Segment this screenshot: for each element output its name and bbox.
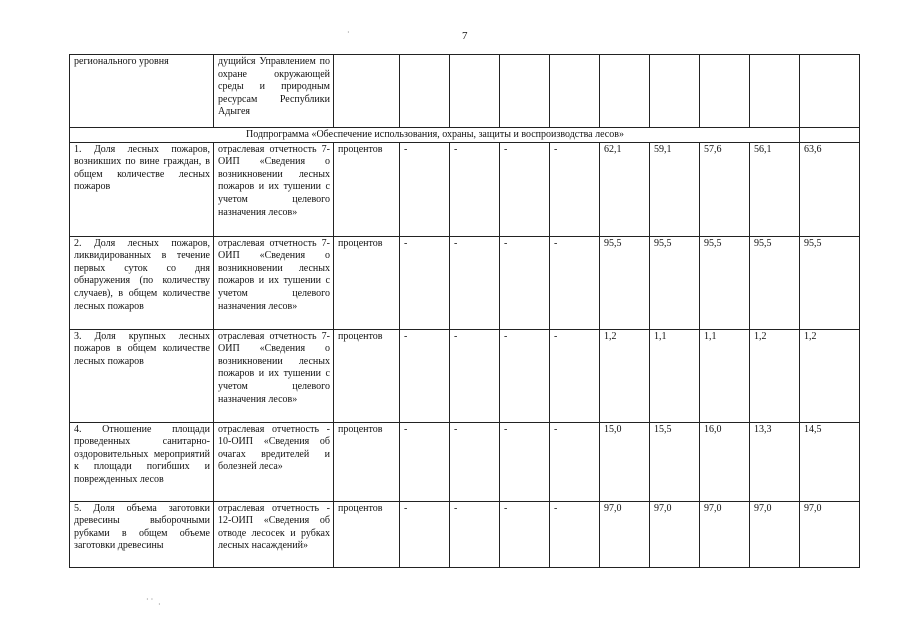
table-row <box>70 55 860 128</box>
source-cell: отраслевая отчетность 7-ОИП «Сведения о возникновении лесных пожаров и их тушении с учетом целевого назначения лесов» <box>214 329 334 422</box>
subprogram-row <box>70 128 860 143</box>
value-cell: - <box>550 501 600 567</box>
value-cell: - <box>400 329 450 422</box>
value-cell: - <box>450 422 500 501</box>
table-row <box>70 236 860 329</box>
value-cell: 97,0 <box>700 501 750 567</box>
scan-speck: · <box>347 28 350 37</box>
source-cell: дущийся Управлением по охране окружающей среды и природным ресурсам Республики Адыгея <box>214 55 334 128</box>
value-cell <box>600 55 650 128</box>
value-cell: - <box>400 236 450 329</box>
value-cell: 1,1 <box>650 329 700 422</box>
value-cell: 95,5 <box>800 236 860 329</box>
value-cell: 1,2 <box>600 329 650 422</box>
source-cell: отраслевая отчетность 7-ОИП «Сведения о возникновении лесных пожаров и их тушении с учетом целевого назначения лесов» <box>214 236 334 329</box>
value-cell: 97,0 <box>750 501 800 567</box>
value-cell: - <box>450 501 500 567</box>
value-cell: - <box>400 501 450 567</box>
value-cell: 95,5 <box>600 236 650 329</box>
value-cell: 1,2 <box>800 329 860 422</box>
blank-cell <box>800 128 860 143</box>
value-cell: 16,0 <box>700 422 750 501</box>
indicator-cell: 5. Доля объема заготовки древесины выборочными рубками в общем объеме заготовки древесины <box>70 501 214 567</box>
value-cell: - <box>450 142 500 236</box>
value-cell: - <box>450 329 500 422</box>
unit-cell: процентов <box>334 501 400 567</box>
unit-cell: процентов <box>334 422 400 501</box>
value-cell: 13,3 <box>750 422 800 501</box>
indicator-cell: 2. Доля лесных пожаров, ликвидированных в течение первых суток со дня обнаружения (по количеству случаев), в общем количестве лесных пожаров <box>70 236 214 329</box>
value-cell: 15,0 <box>600 422 650 501</box>
source-cell: отраслевая отчетность - 10-ОИП «Сведения об очагах вредителей и болезней леса» <box>214 422 334 501</box>
table-row <box>70 501 860 567</box>
value-cell <box>500 55 550 128</box>
unit-cell: процентов <box>334 142 400 236</box>
value-cell: - <box>550 142 600 236</box>
value-cell: - <box>450 236 500 329</box>
table-row <box>70 422 860 501</box>
value-cell: - <box>500 236 550 329</box>
indicator-cell: 3. Доля крупных лесных пожаров в общем количестве лесных пожаров <box>70 329 214 422</box>
value-cell: 1,2 <box>750 329 800 422</box>
value-cell: - <box>550 329 600 422</box>
value-cell <box>400 55 450 128</box>
value-cell: - <box>550 236 600 329</box>
value-cell: - <box>400 422 450 501</box>
subprogram-title: Подпрограмма «Обеспечение использования, охраны, защиты и воспроизводства лесов» <box>70 128 800 143</box>
indicators-table <box>69 54 860 568</box>
value-cell <box>650 55 700 128</box>
value-cell: 1,1 <box>700 329 750 422</box>
scan-speck: · · <box>146 595 154 604</box>
scan-speck: · <box>158 600 161 609</box>
value-cell: - <box>400 142 450 236</box>
indicator-cell: 1. Доля лесных пожаров, возникших по вине граждан, в общем количестве лесных пожаров <box>70 142 214 236</box>
value-cell <box>750 55 800 128</box>
value-cell <box>450 55 500 128</box>
value-cell: 57,6 <box>700 142 750 236</box>
value-cell: 15,5 <box>650 422 700 501</box>
value-cell: 14,5 <box>800 422 860 501</box>
unit-cell <box>334 55 400 128</box>
page-number: 7 <box>462 30 468 42</box>
indicator-cell: 4. Отношение площади проведенных санитарно-оздоровительных мероприятий к площади погибших и поврежденных лесов <box>70 422 214 501</box>
table-row <box>70 142 860 236</box>
value-cell: - <box>500 501 550 567</box>
table-row <box>70 329 860 422</box>
value-cell: 97,0 <box>650 501 700 567</box>
unit-cell: процентов <box>334 329 400 422</box>
indicator-cell: регионального уровня <box>70 55 214 128</box>
source-cell: отраслевая отчетность 7-ОИП «Сведения о возникновении лесных пожаров и их тушении с учетом целевого назначения лесов» <box>214 142 334 236</box>
value-cell <box>700 55 750 128</box>
value-cell: 95,5 <box>700 236 750 329</box>
source-cell: отраслевая отчетность - 12-ОИП «Сведения об отводе лесосек и рубках лесных насаждений» <box>214 501 334 567</box>
value-cell: - <box>500 142 550 236</box>
unit-cell: процентов <box>334 236 400 329</box>
value-cell: 56,1 <box>750 142 800 236</box>
value-cell <box>550 55 600 128</box>
value-cell <box>800 55 860 128</box>
value-cell: 59,1 <box>650 142 700 236</box>
value-cell: 95,5 <box>750 236 800 329</box>
value-cell: - <box>550 422 600 501</box>
value-cell: - <box>500 329 550 422</box>
value-cell: 95,5 <box>650 236 700 329</box>
value-cell: 97,0 <box>600 501 650 567</box>
value-cell: - <box>500 422 550 501</box>
value-cell: 62,1 <box>600 142 650 236</box>
value-cell: 63,6 <box>800 142 860 236</box>
value-cell: 97,0 <box>800 501 860 567</box>
